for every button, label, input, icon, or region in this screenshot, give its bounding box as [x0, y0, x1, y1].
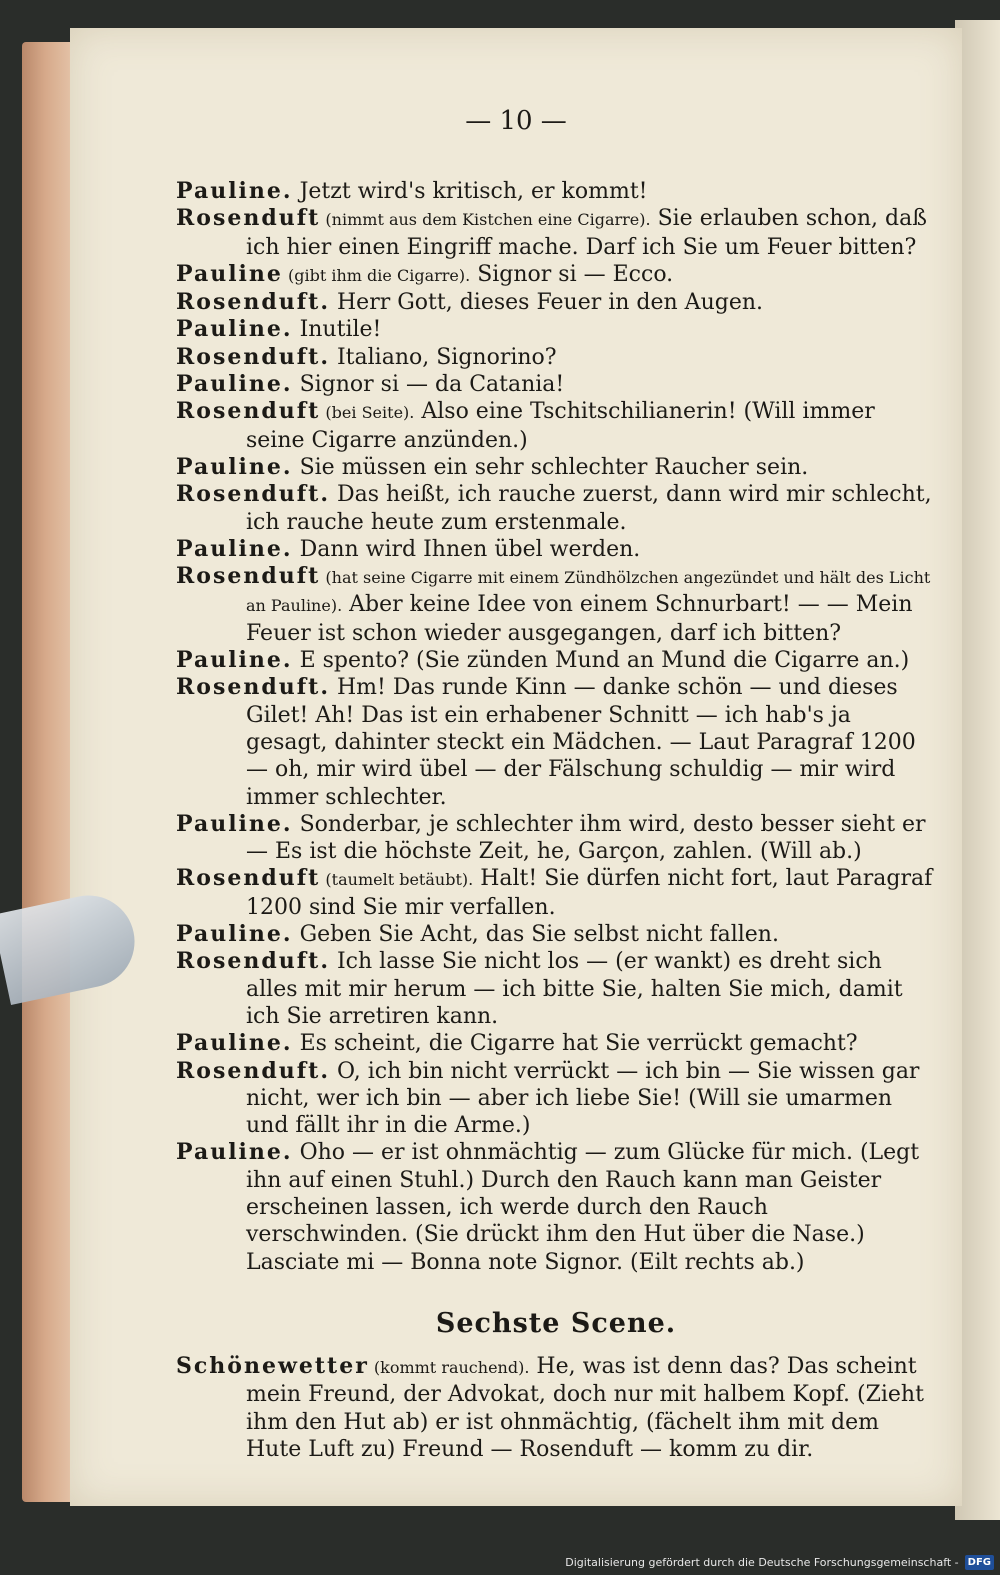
dialogue-line [176, 865, 936, 921]
dialogue-line [176, 948, 936, 1030]
dialogue-line [176, 1030, 936, 1057]
speaker: Rosenduft. [176, 343, 330, 370]
speaker: Schönewetter [176, 1353, 369, 1380]
dialogue-line [176, 398, 936, 454]
dialogue [176, 178, 936, 1276]
footer-text: Digitalisierung gefördert durch die Deutsche Forschungsgemeinschaft - [565, 1555, 959, 1569]
dialogue-line [176, 289, 936, 316]
dfg-logo-icon: DFG [965, 1555, 994, 1570]
speaker: Rosenduft. [176, 674, 330, 701]
dialogue-line [176, 371, 936, 398]
dialogue-line [176, 481, 936, 536]
speaker: Rosenduft [176, 865, 321, 892]
scene-dialogue [176, 1353, 936, 1463]
dialogue-line [176, 921, 936, 948]
line-text: E spento? (Sie zünden Mund an Mund die Cigarre an.) [292, 648, 910, 674]
speaker: Pauline. [176, 1030, 293, 1057]
speaker: Pauline. [176, 453, 293, 480]
line-text: He, was ist denn das? Das scheint mein Freund, der Advokat, doch nur mit halbem Kopf. (Zieht ihm den Hut ab) er ist ohnmächtig, (fächelt ihm mit dem Hute Luft zu) Freund — Rosenduft — komm zu dir. [246, 1354, 924, 1463]
scene-heading: Sechste Scene. [435, 1307, 677, 1339]
speaker: Rosenduft [176, 205, 321, 232]
line-text: Signor si — Ecco. [470, 261, 674, 287]
line-text: Halt! Sie dürfen nicht fort, laut Paragraf 1200 sind Sie mir verfallen. [246, 866, 933, 920]
speaker: Rosenduft. [176, 481, 330, 508]
line-text: Herr Gott, dieses Feuer in den Augen. [330, 290, 764, 316]
footer-credit [565, 1551, 994, 1573]
stage-direction: (nimmt aus dem Kistchen eine Cigarre). [320, 210, 651, 230]
line-text: Es scheint, die Cigarre hat Sie verrückt gemacht? [292, 1031, 858, 1057]
line-text: Inutile! [292, 317, 382, 343]
speaker: Pauline. [176, 178, 293, 204]
stage-direction: (hat seine Cigarre mit einem Zündhölzchen angezündet und hält des Licht an Pauline). [246, 568, 931, 616]
speaker: Pauline. [176, 371, 293, 398]
line-text: Signor si — da Catania! [292, 372, 565, 398]
dialogue-line [176, 811, 936, 866]
line-text: Das heißt, ich rauche zuerst, dann wird mir schlecht, ich rauche heute zum erstenmale. [246, 482, 932, 535]
line-text: Italiano, Signorino? [330, 344, 557, 370]
stage-direction: (kommt rauchend). [368, 1358, 530, 1378]
speaker: Rosenduft [176, 563, 321, 590]
stage-direction: (gibt ihm die Cigarre). [282, 265, 471, 285]
speaker: Pauline. [176, 647, 293, 674]
line-text: Hm! Das runde Kinn — danke schön — und dieses Gilet! Ah! Das ist ein erhabener Schnitt — ich hab's ja gesagt, dahinter steckt ein Mädchen. — Laut Paragraf 1200 — oh, mir wird übel — der Fälschung schuldig — mir wird immer schlechter. [246, 675, 916, 810]
dialogue-line [176, 344, 936, 371]
speaker: Pauline. [176, 921, 293, 948]
speaker: Rosenduft. [176, 289, 330, 316]
speaker: Pauline. [176, 810, 293, 837]
dialogue-line [176, 178, 936, 205]
book-page [70, 28, 962, 1506]
line-text: Sonderbar, je schlechter ihm wird, desto besser sieht er — Es ist die höchste Zeit, he, Garçon, zahlen. (Will ab.) [246, 811, 926, 865]
dialogue-line [176, 563, 936, 647]
speaker: Pauline. [176, 535, 293, 562]
dialogue-line [176, 261, 936, 289]
line-text: Sie müssen ein sehr schlechter Raucher sein. [292, 454, 809, 480]
line-text: O, ich bin nicht verrückt — ich bin — Sie wissen gar nicht, wer ich bin — aber ich liebe Sie! (Will sie umarmen und fällt ihr in die Arme.) [246, 1058, 920, 1139]
speaker: Rosenduft. [176, 948, 330, 975]
line-text: Dann wird Ihnen übel werden. [292, 536, 641, 562]
speaker: Pauline. [176, 316, 293, 343]
stage-direction: (taumelt betäubt). [320, 870, 474, 890]
dialogue-line [176, 316, 936, 343]
stage-direction: (bei Seite). [320, 403, 415, 423]
speaker: Pauline [176, 260, 283, 287]
line-text: Oho — er ist ohnmächtig — zum Glücke für mich. (Legt ihn auf einen Stuhl.) Durch den Rauch kann man Geister erscheinen lassen, ich werde durch den Rauch verschwinden. (Sie drückt ihm den Hut über die Nase.) Lasciate mi — Bonna note Signor. (Eilt rechts ab.) [246, 1140, 920, 1275]
dialogue-line [176, 647, 936, 674]
line-text: Aber keine Idee von einem Schnurbart! — — Mein Feuer ist schon wieder ausgegangen, darf ich bitten? [246, 592, 913, 646]
speaker: Rosenduft. [176, 1057, 330, 1084]
line-text: Ich lasse Sie nicht los — (er wankt) es dreht sich alles mit mir herum — ich bitte Sie, halten Sie mich, damit ich Sie arretiren kann. [246, 949, 903, 1029]
text-block [176, 178, 936, 1463]
line-text: Geben Sie Acht, das Sie selbst nicht fallen. [292, 922, 779, 948]
line-text: Sie erlauben schon, daß ich hier einen Eingriff mache. Darf ich Sie um Feuer bitten? [246, 206, 927, 260]
line-text: Also eine Tschitschilianerin! (Will immer seine Cigarre anzünden.) [246, 399, 875, 453]
dialogue-line [176, 205, 936, 261]
page-number: — 10 — [465, 106, 567, 136]
line-text: Jetzt wird's kritisch, er kommt! [292, 179, 648, 204]
dialogue-line [176, 1353, 936, 1463]
dialogue-line [176, 674, 936, 810]
dialogue-line [176, 1058, 936, 1140]
dialogue-line [176, 1139, 936, 1275]
speaker: Pauline. [176, 1139, 293, 1166]
speaker: Rosenduft [176, 398, 321, 425]
dialogue-line [176, 454, 936, 481]
dialogue-line [176, 536, 936, 563]
